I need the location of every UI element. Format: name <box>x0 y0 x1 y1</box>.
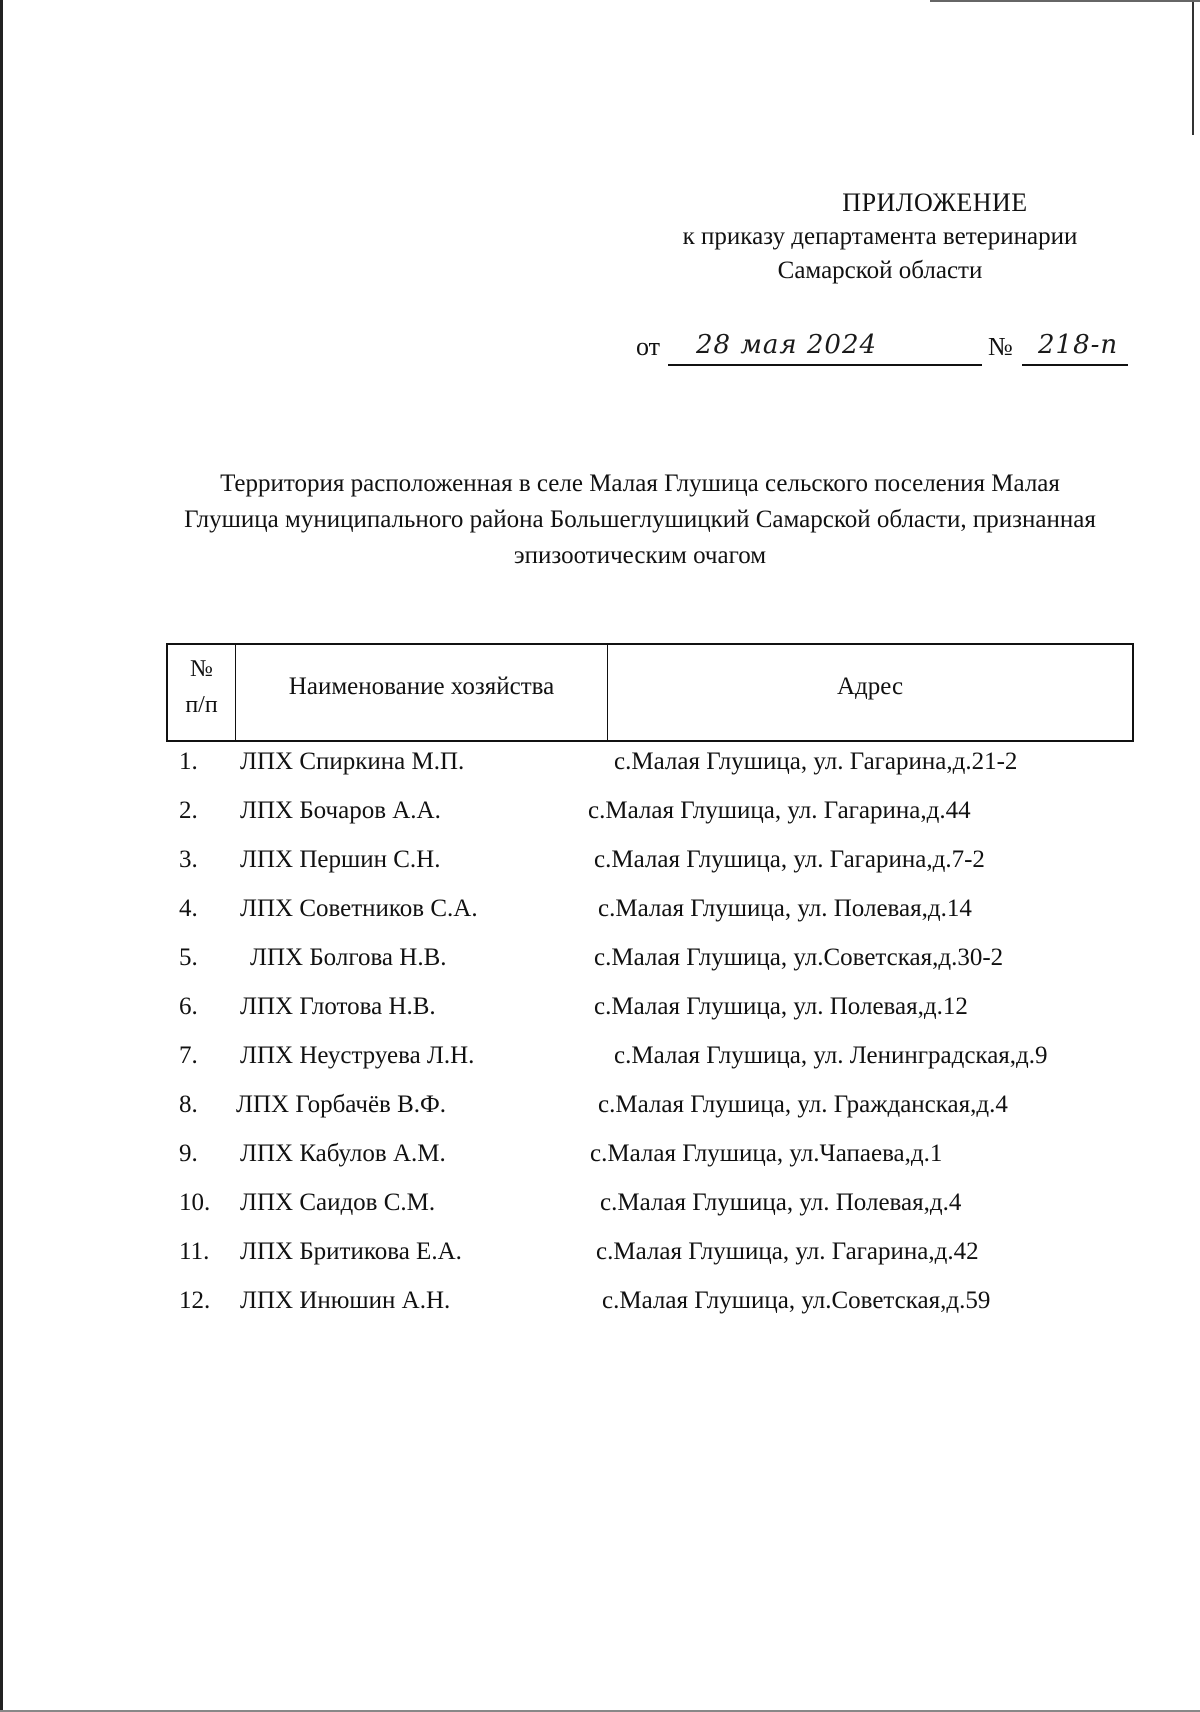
row-farm-name: ЛПХ Глотова Н.В. <box>240 993 436 1020</box>
row-farm-name: ЛПХ Горбачёв В.Ф. <box>236 1091 447 1118</box>
number-underline <box>1022 364 1128 366</box>
row-number: 10. <box>179 1189 211 1216</box>
table-row <box>0 797 1200 837</box>
row-address: с.Малая Глушица, ул. Полевая,д.12 <box>594 993 968 1020</box>
document-title: Территория расположенная в селе Малая Глушица сельского поселения Малая Глушица муниципального района Большеглушицкий Самарской области, признанная эпизоотическим очагом <box>184 470 1096 569</box>
appendix-header <box>620 186 1140 288</box>
row-farm-name: ЛПХ Инюшин А.Н. <box>240 1287 451 1314</box>
row-farm-name: ЛПХ Бритикова Е.А. <box>240 1238 462 1265</box>
row-number: 3. <box>179 846 198 873</box>
row-farm-name: ЛПХ Болгова Н.В. <box>250 944 447 971</box>
row-address: с.Малая Глушица, ул. Гагарина,д.21-2 <box>614 748 1018 775</box>
row-number: 1. <box>179 748 198 775</box>
handwritten-number: 218-п <box>1038 330 1119 360</box>
header-number-line-2: п/п <box>185 692 218 718</box>
row-address: с.Малая Глушица, ул. Полевая,д.14 <box>598 895 972 922</box>
row-address: с.Малая Глушица, ул. Гагарина,д.7-2 <box>594 846 985 873</box>
row-farm-name: ЛПХ Бочаров А.А. <box>240 797 441 824</box>
table-row <box>0 993 1200 1033</box>
row-address: с.Малая Глушица, ул.Советская,д.30-2 <box>594 944 1004 971</box>
table-header <box>166 643 1134 742</box>
row-address: с.Малая Глушица, ул. Ленинградская,д.9 <box>614 1042 1048 1069</box>
number-label: № <box>988 332 1013 361</box>
table-row <box>0 1042 1200 1082</box>
row-number: 5. <box>179 944 198 971</box>
header-address-column: Адрес <box>836 673 904 700</box>
row-farm-name: ЛПХ Першин С.Н. <box>240 846 441 873</box>
row-farm-name: ЛПХ Спиркина М.П. <box>240 748 465 775</box>
row-farm-name: ЛПХ Саидов С.М. <box>240 1189 436 1216</box>
handwritten-date: 28 мая 2024 <box>696 330 878 360</box>
row-address: с.Малая Глушица, ул. Гагарина,д.42 <box>596 1238 979 1265</box>
table-row <box>0 846 1200 886</box>
table-row <box>0 1189 1200 1229</box>
row-number: 9. <box>179 1140 198 1167</box>
table-row <box>0 1287 1200 1327</box>
row-number: 2. <box>179 797 198 824</box>
table-row <box>0 944 1200 984</box>
row-farm-name: ЛПХ Неуструева Л.Н. <box>240 1042 475 1069</box>
row-number: 8. <box>179 1091 198 1118</box>
header-name-column: Наименование хозяйства <box>236 645 608 740</box>
order-reference <box>636 330 1128 370</box>
row-number: 12. <box>179 1287 211 1314</box>
table-row <box>0 1140 1200 1180</box>
table-row <box>0 748 1200 788</box>
appendix-subtitle-line-2: Самарской области <box>777 257 983 284</box>
header-number-line-1: № <box>190 656 213 682</box>
date-underline <box>668 364 982 366</box>
date-label: от <box>636 332 661 361</box>
row-address: с.Малая Глушица, ул.Чапаева,д.1 <box>590 1140 943 1167</box>
table-row <box>0 1091 1200 1131</box>
row-number: 7. <box>179 1042 198 1069</box>
row-address: с.Малая Глушица, ул. Гагарина,д.44 <box>588 797 971 824</box>
table-row <box>0 895 1200 935</box>
header-number-column <box>168 645 236 740</box>
row-address: с.Малая Глушица, ул. Гражданская,д.4 <box>598 1091 1008 1118</box>
appendix-subtitle-line-1: к приказу департамента ветеринарии <box>682 223 1078 250</box>
appendix-title: ПРИЛОЖЕНИЕ <box>842 188 1028 217</box>
scan-edge-top <box>930 0 1200 2</box>
table-row <box>0 1238 1200 1278</box>
row-address: с.Малая Глушица, ул. Полевая,д.4 <box>600 1189 962 1216</box>
row-number: 6. <box>179 993 198 1020</box>
row-number: 4. <box>179 895 198 922</box>
scan-edge-right <box>1192 0 1194 135</box>
row-farm-name: ЛПХ Кабулов А.М. <box>240 1140 446 1167</box>
row-number: 11. <box>179 1238 210 1265</box>
row-farm-name: ЛПХ Советников С.А. <box>240 895 478 922</box>
row-address: с.Малая Глушица, ул.Советская,д.59 <box>602 1287 991 1314</box>
